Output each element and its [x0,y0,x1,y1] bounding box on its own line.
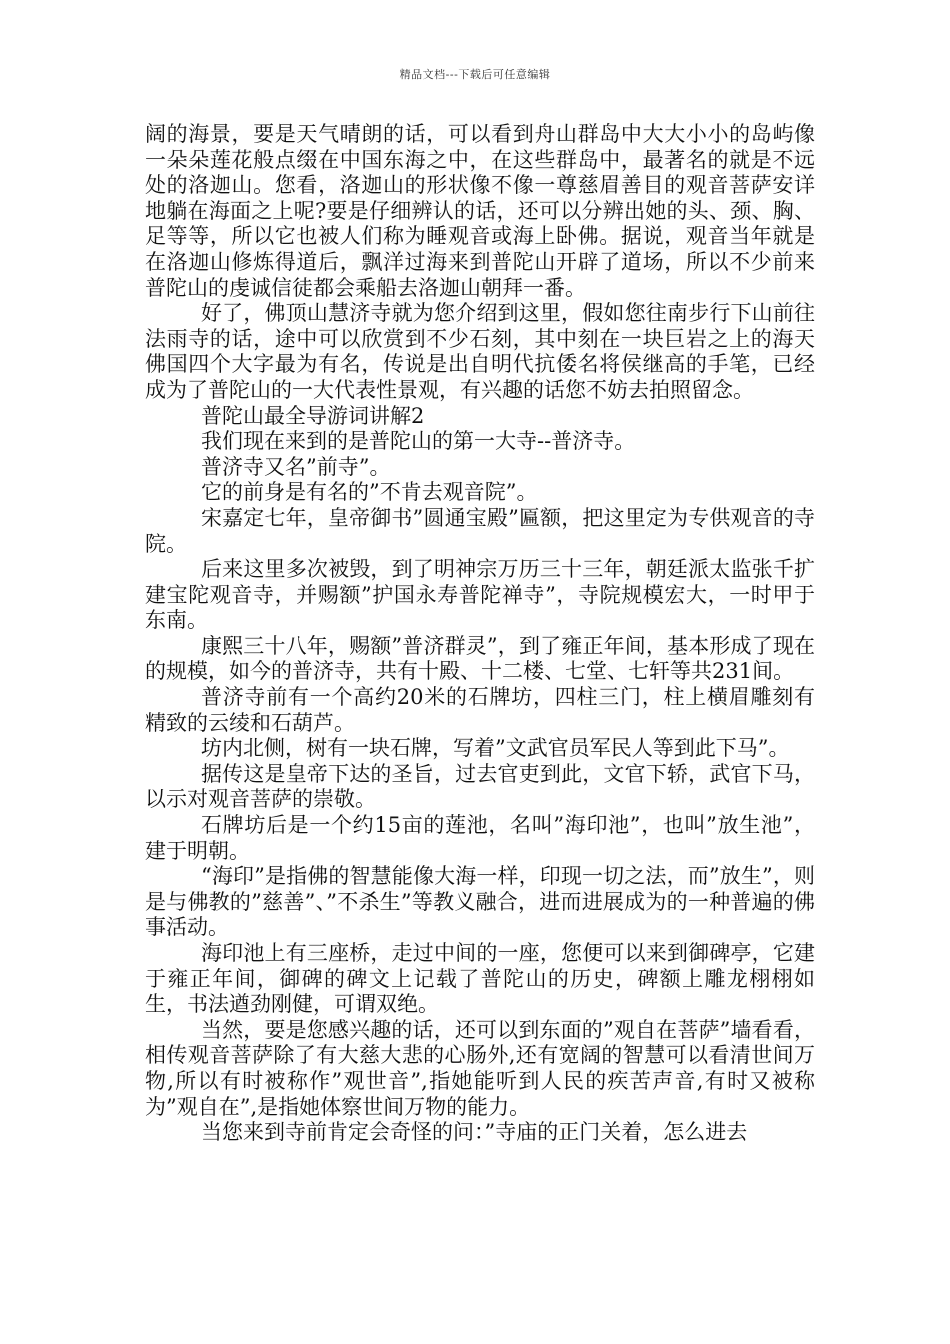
paragraph: 海印池上有三座桥，走过中间的一座，您便可以来到御碑亭，它建于雍正年间，御碑的碑文上记载了普陀山的历史，碑额上雕龙栩栩如生，书法遒劲刚健，可谓双绝。 [145,941,815,1017]
paragraph: 普济寺前有一个高约20米的石牌坊，四柱三门，柱上横眉雕刻有精致的云绫和石葫芦。 [145,685,815,735]
paragraph: 它的前身是有名的”不肯去观音院”。 [201,480,538,505]
paragraph: 宋嘉定七年，皇帝御书”圆通宝殿”匾额，把这里定为专供观音的寺院。 [145,505,815,556]
section-heading: 普陀山最全导游词讲解2 [201,403,425,428]
paragraph: 阔的海景，要是天气晴朗的话，可以看到舟山群岛中大大小小的岛屿像一朵朵莲花般点缀在中国东海之中，在这些群岛中，最著名的就是不远处的洛迦山。您看，洛迦山的形状像不像一尊慈眉善目的观音菩萨安详地躺在海面之上呢?要是仔细辨认的话，还可以分辨出她的头、颈、胸、足等等，所以它也被人们称为睡观音或海上卧佛。据说，观音当年就是在洛迦山修炼得道后，飘洋过海来到普陀山开辟了道场，所以不少前来普陀山的虔诚信徒都会乘船去洛迦山朝拜一番。 [145,122,815,300]
paragraph: 后来这里多次被毁，到了明神宗万历三十三年，朝廷派太监张千扩建宝陀观音寺，并赐额”护国永寿普陀禅寺”，寺院规模宏大，一时甲于东南。 [145,557,815,633]
paragraph: 据传这是皇帝下达的圣旨，过去官吏到此，文官下轿，武官下马，以示对观音菩萨的崇敬。 [145,761,815,812]
paragraph: “海印”是指佛的智慧能像大海一样，印现一切之法，而”放生”，则是与佛教的”慈善”、”不杀生”等教义融合，进而进展成为的一种普遍的佛事活动。 [145,864,815,940]
paragraph: 好了，佛顶山慧济寺就为您介绍到这里，假如您往南步行下山前往法雨寺的话，途中可以欣赏到不少石刻，其中刻在一块巨岩之上的海天佛国四个大字最为有名，传说是出自明代抗倭名将侯继高的手笔，已经成为了普陀山的一大代表性景观，有兴趣的话您不妨去拍照留念。 [145,301,815,402]
paragraph: 普济寺又名”前寺”。 [201,454,391,479]
body-text [145,122,815,1146]
paragraph: 当然，要是您感兴趣的话，还可以到东面的”观自在菩萨”墙看看，相传观音菩萨除了有大慈大悲的心肠外,还有宽阔的智慧可以看清世间万物,所以有时被称作”观世音”,指她能听到人民的疾苦声音,有时又被称为”观自在”,是指她体察世间万物的能力。 [145,1017,815,1119]
paragraph: 石牌坊后是一个约15亩的莲池，名叫”海印池”，也叫”放生池”，建于明朝。 [145,813,815,863]
paragraph: 当您来到寺前肯定会奇怪的问：”寺庙的正门关着，怎么进去 [201,1120,748,1145]
paragraph: 坊内北侧，树有一块石牌，写着”文武官员军民人等到此下马”。 [201,736,790,761]
paragraph: 康熙三十八年，赐额”普济群灵”，到了雍正年间，基本形成了现在的规模，如今的普济寺，共有十殿、十二楼、七堂、七轩等共231间。 [145,633,815,684]
paragraph: 我们现在来到的是普陀山的第一大寺--普济寺。 [201,429,636,454]
page-header: 精品文档---下载后可任意编辑 [399,68,551,81]
